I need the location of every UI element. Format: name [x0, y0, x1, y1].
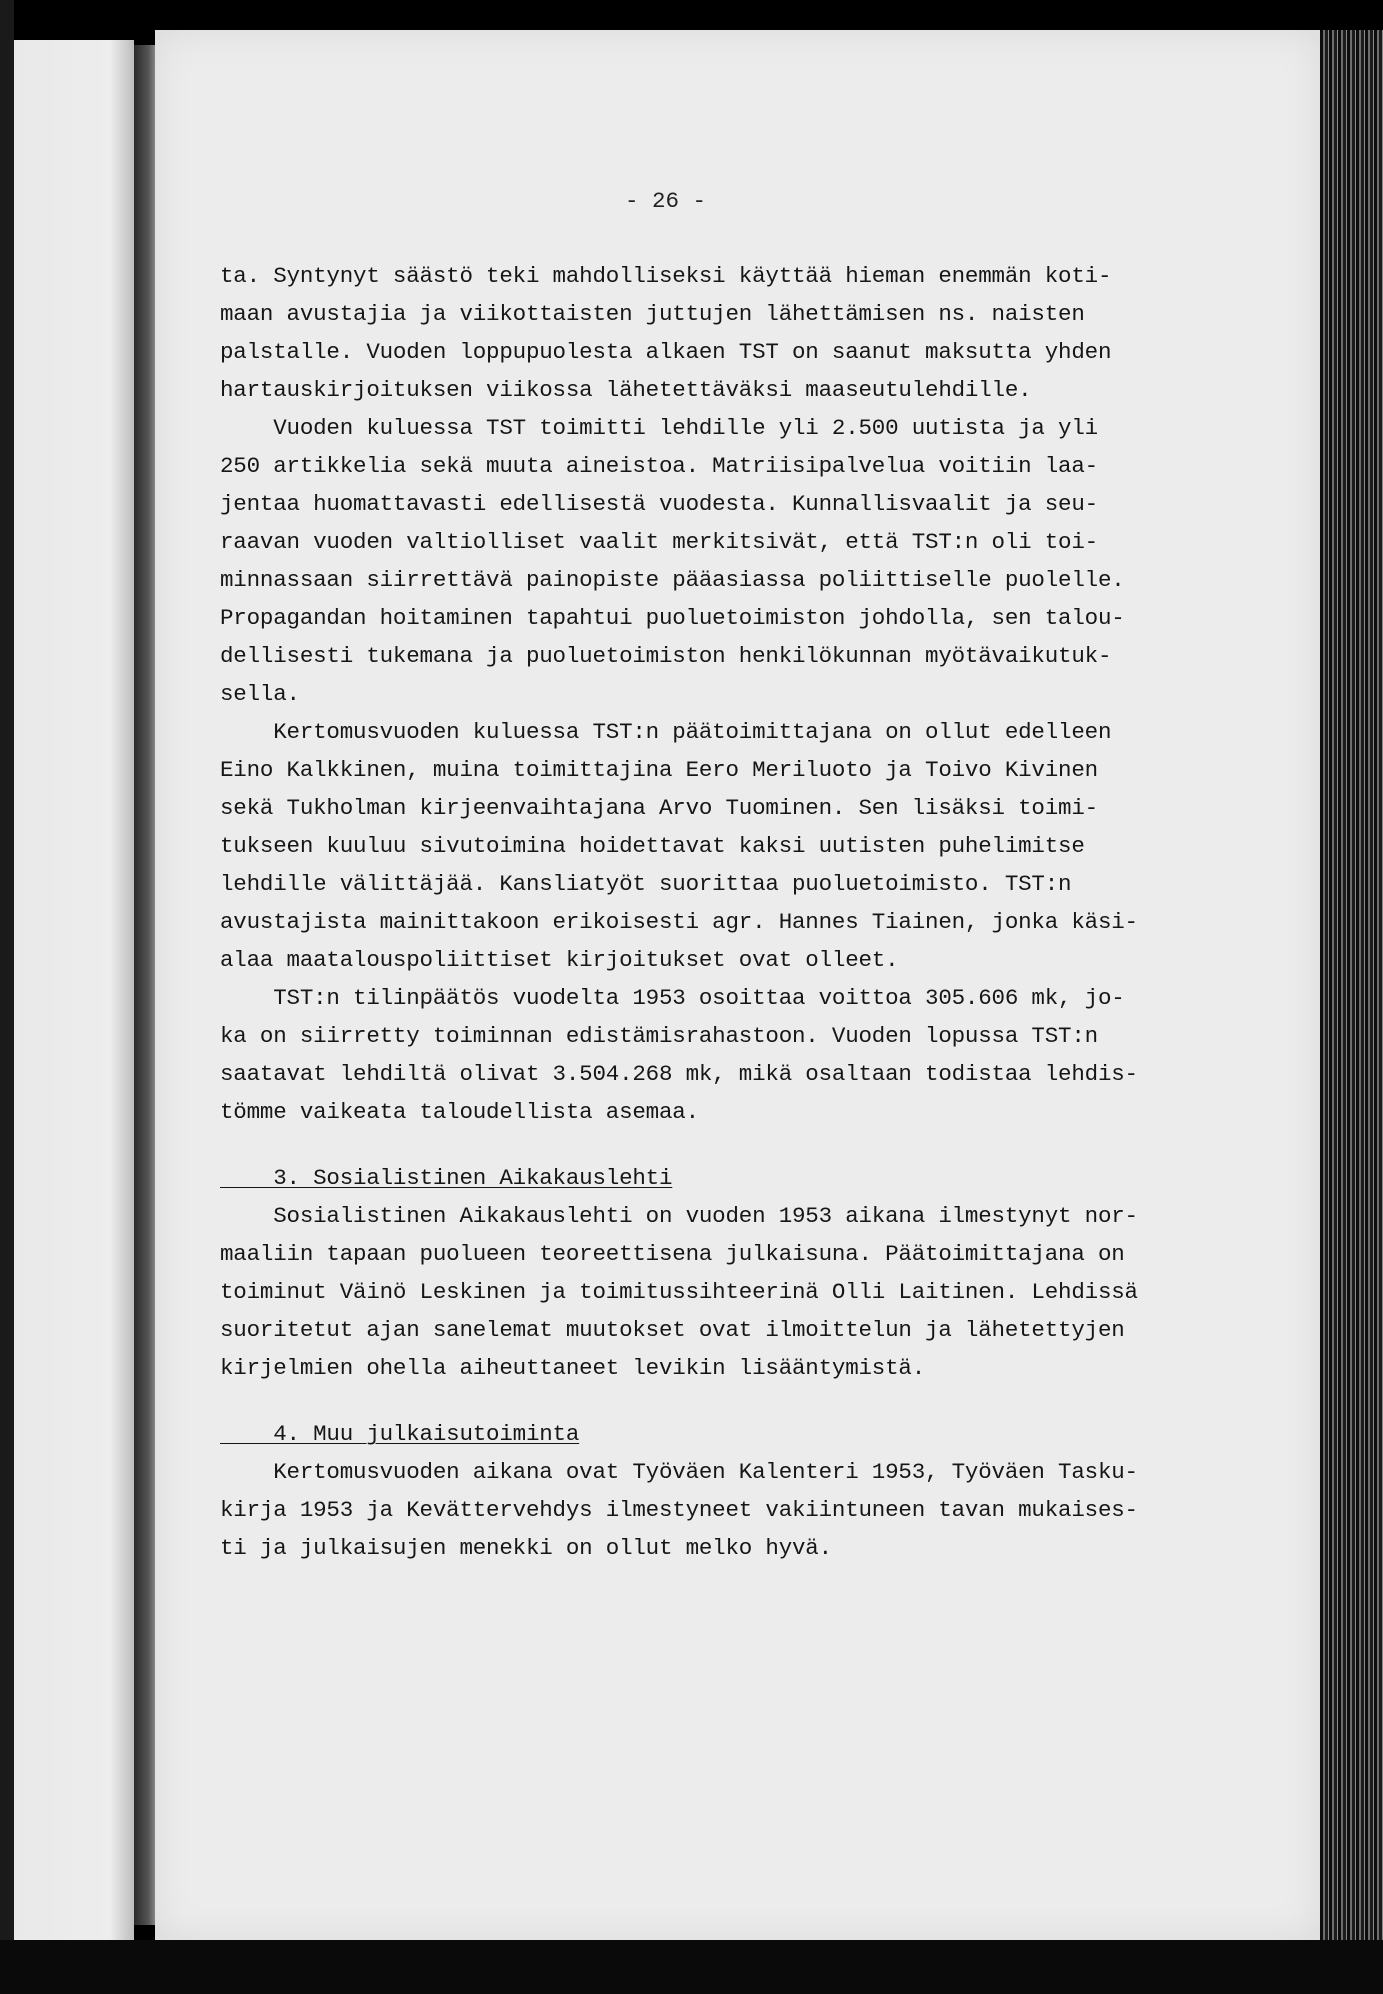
- text-line: toiminut Väinö Leskinen ja toimitussihteerinä Olli Laitinen. Lehdissä: [220, 1279, 1138, 1305]
- text-line: ti ja julkaisujen menekki on ollut melko hyvä.: [220, 1535, 832, 1561]
- text-line: TST:n tilinpäätös vuodelta 1953 osoittaa voittoa 305.606 mk, jo-: [220, 985, 1125, 1011]
- text-line: saatavat lehdiltä olivat 3.504.268 mk, mikä osaltaan todistaa lehdis-: [220, 1061, 1138, 1087]
- text-line: alaa maatalouspoliittiset kirjoitukset ovat olleet.: [220, 947, 899, 973]
- text-line: dellisesti tukemana ja puoluetoimiston henkilökunnan myötävaikutuk-: [220, 643, 1112, 669]
- page-number: - 26 -: [625, 188, 707, 214]
- text-line: lehdille välittäjää. Kansliatyöt suorittaa puoluetoimisto. TST:n: [220, 871, 1072, 897]
- stacked-page-edges: [1320, 30, 1383, 1994]
- section-heading: 4. Muu julkaisutoiminta: [220, 1421, 580, 1447]
- text-line: sella.: [220, 681, 300, 707]
- text-line: kirjelmien ohella aiheuttaneet levikin lisääntymistä.: [220, 1355, 926, 1381]
- text-line: hartauskirjoituksen viikossa lähetettäväksi maaseutulehdille.: [220, 377, 1032, 403]
- text-line: ka on siirretty toiminnan edistämisrahastoon. Vuoden lopussa TST:n: [220, 1023, 1098, 1049]
- text-line: jentaa huomattavasti edellisestä vuodesta. Kunnallisvaalit ja seu-: [220, 491, 1098, 517]
- text-line: Vuoden kuluessa TST toimitti lehdille yli 2.500 uutista ja yli: [220, 415, 1098, 441]
- text-line: Sosialistinen Aikakauslehti on vuoden 1953 aikana ilmestynyt nor-: [220, 1203, 1138, 1229]
- text-line: suoritetut ajan sanelemat muutokset ovat ilmoittelun ja lähetettyjen: [220, 1317, 1125, 1343]
- text-line: raavan vuoden valtiolliset vaalit merkitsivät, että TST:n oli toi-: [220, 529, 1098, 555]
- scan-bottom-border: [0, 1940, 1383, 1994]
- text-line: maaliin tapaan puolueen teoreettisena julkaisuna. Päätoimittajana on: [220, 1241, 1125, 1267]
- section-heading: 3. Sosialistinen Aikakauslehti: [220, 1165, 673, 1191]
- text-line: tömme vaikeata taloudellista asemaa.: [220, 1099, 699, 1125]
- text-line: Kertomusvuoden kuluessa TST:n päätoimittajana on ollut edelleen: [220, 719, 1112, 745]
- text-line: tukseen kuuluu sivutoimina hoidettavat kaksi uutisten puhelimitse: [220, 833, 1085, 859]
- text-line: palstalle. Vuoden loppupuolesta alkaen TST on saanut maksutta yhden: [220, 339, 1112, 365]
- text-line: maan avustajia ja viikottaisten juttujen lähettämisen ns. naisten: [220, 301, 1085, 327]
- text-line: Propagandan hoitaminen tapahtui puoluetoimiston johdolla, sen talou-: [220, 605, 1125, 631]
- scan-left-border: [0, 0, 14, 1994]
- text-line: Eino Kalkkinen, muina toimittajina Eero Meriluoto ja Toivo Kivinen: [220, 757, 1098, 783]
- facing-page-strip: [14, 40, 134, 1940]
- text-line: ta. Syntynyt säästö teki mahdolliseksi käyttää hieman enemmän koti-: [220, 263, 1112, 289]
- text-line: avustajista mainittakoon erikoisesti agr. Hannes Tiainen, jonka käsi-: [220, 909, 1138, 935]
- text-line: sekä Tukholman kirjeenvaihtajana Arvo Tuominen. Sen lisäksi toimi-: [220, 795, 1098, 821]
- text-line: minnassaan siirrettävä painopiste pääasiassa poliittiselle puolelle.: [220, 567, 1125, 593]
- text-line: kirja 1953 ja Kevättervehdys ilmestyneet vakiintuneen tavan mukaises-: [220, 1497, 1138, 1523]
- text-line: 250 artikkelia sekä muuta aineistoa. Matriisipalvelua voitiin laa-: [220, 453, 1098, 479]
- text-line: Kertomusvuoden aikana ovat Työväen Kalenteri 1953, Työväen Tasku-: [220, 1459, 1138, 1485]
